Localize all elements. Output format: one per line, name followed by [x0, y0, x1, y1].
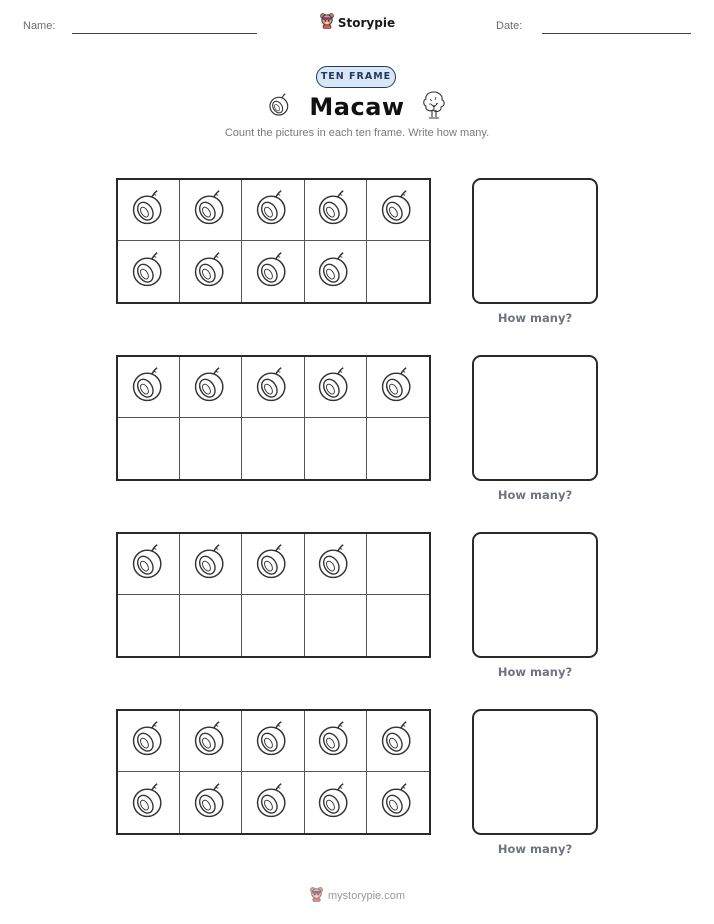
- name-label: Name:: [23, 20, 56, 32]
- ten-frame-cell: [367, 534, 429, 595]
- plum-icon: [191, 542, 231, 586]
- ten-frame-cell: [305, 241, 367, 302]
- ten-frame-cell: [118, 772, 180, 833]
- plum-icon: [267, 91, 293, 123]
- ten-frame-cell: [242, 595, 304, 656]
- ten-frame-cell: [367, 418, 429, 479]
- plum-icon: [129, 188, 169, 232]
- plum-icon: [191, 365, 231, 409]
- date-line[interactable]: [542, 33, 691, 34]
- ten-frame-cell: [180, 534, 242, 595]
- plum-icon: [315, 542, 355, 586]
- plum-icon: [378, 719, 418, 763]
- ten-frame-cell: [180, 180, 242, 241]
- plum-icon: [129, 719, 169, 763]
- plum-icon: [315, 250, 355, 294]
- answer-box[interactable]: [472, 709, 598, 835]
- ten-frame-badge: TEN FRAME: [316, 66, 396, 88]
- plum-icon: [315, 719, 355, 763]
- ten-frame-cell: [305, 772, 367, 833]
- plum-icon: [191, 188, 231, 232]
- page-title: Macaw: [309, 93, 405, 121]
- ten-frame-cell: [242, 772, 304, 833]
- ten-frame-cell: [305, 711, 367, 772]
- plum-icon: [315, 781, 355, 825]
- answer-box[interactable]: [472, 532, 598, 658]
- ten-frame: [116, 709, 431, 835]
- answer-box[interactable]: [472, 178, 598, 304]
- ten-frame-cell: [367, 180, 429, 241]
- footer-site: mystorypie.com: [327, 890, 406, 902]
- plum-icon: [191, 250, 231, 294]
- ten-frame: [116, 532, 431, 658]
- plum-icon: [191, 781, 231, 825]
- name-line[interactable]: [72, 33, 257, 34]
- plum-icon: [129, 542, 169, 586]
- bear-mascot-icon: [319, 12, 335, 33]
- footer: [0, 886, 714, 906]
- plum-icon: [378, 781, 418, 825]
- ten-frame-cell: [118, 241, 180, 302]
- ten-frame-cell: [242, 418, 304, 479]
- ten-frame-cell: [180, 357, 242, 418]
- ten-frame-cell: [305, 180, 367, 241]
- plum-icon: [378, 365, 418, 409]
- answer-box[interactable]: [472, 355, 598, 481]
- ten-frame-cell: [242, 711, 304, 772]
- how-many-label: How many?: [497, 842, 573, 856]
- ten-frame-cell: [367, 595, 429, 656]
- ten-frame-cell: [367, 711, 429, 772]
- plum-icon: [129, 365, 169, 409]
- plum-icon: [191, 719, 231, 763]
- ten-frame: [116, 178, 431, 304]
- ten-frame-cell: [118, 357, 180, 418]
- ten-frame-cell: [118, 418, 180, 479]
- instructions: Count the pictures in each ten frame. Write how many.: [224, 127, 490, 139]
- ten-frame-cell: [118, 180, 180, 241]
- plum-icon: [253, 781, 293, 825]
- brand-header: [0, 12, 714, 33]
- brand-name: Storypie: [337, 15, 396, 30]
- how-many-label: How many?: [497, 488, 573, 502]
- ten-frame-cell: [180, 241, 242, 302]
- plum-icon: [253, 719, 293, 763]
- ten-frame-cell: [305, 595, 367, 656]
- plum-icon: [253, 188, 293, 232]
- plum-icon: [253, 250, 293, 294]
- plum-icon: [129, 781, 169, 825]
- plum-icon: [253, 542, 293, 586]
- title-row: [0, 90, 714, 124]
- ten-frame-cell: [367, 241, 429, 302]
- ten-frame-cell: [180, 595, 242, 656]
- ten-frame: [116, 355, 431, 481]
- plum-icon: [315, 188, 355, 232]
- ten-frame-cell: [305, 357, 367, 418]
- ten-frame-cell: [180, 772, 242, 833]
- date-label: Date:: [496, 20, 523, 32]
- how-many-label: How many?: [497, 665, 573, 679]
- ten-frame-cell: [180, 711, 242, 772]
- how-many-label: How many?: [497, 311, 573, 325]
- ten-frame-cell: [118, 534, 180, 595]
- ten-frame-cell: [242, 357, 304, 418]
- ten-frame-cell: [367, 357, 429, 418]
- ten-frame-cell: [242, 180, 304, 241]
- ten-frame-cell: [305, 534, 367, 595]
- bear-mascot-icon: [309, 886, 324, 906]
- ten-frame-cell: [367, 772, 429, 833]
- plum-icon: [253, 365, 293, 409]
- ten-frame-cell: [242, 534, 304, 595]
- ten-frame-cell: [242, 241, 304, 302]
- tree-icon: [421, 90, 447, 124]
- ten-frame-cell: [118, 711, 180, 772]
- plum-icon: [315, 365, 355, 409]
- ten-frame-cell: [180, 418, 242, 479]
- ten-frame-cell: [118, 595, 180, 656]
- plum-icon: [129, 250, 169, 294]
- ten-frame-cell: [305, 418, 367, 479]
- plum-icon: [378, 188, 418, 232]
